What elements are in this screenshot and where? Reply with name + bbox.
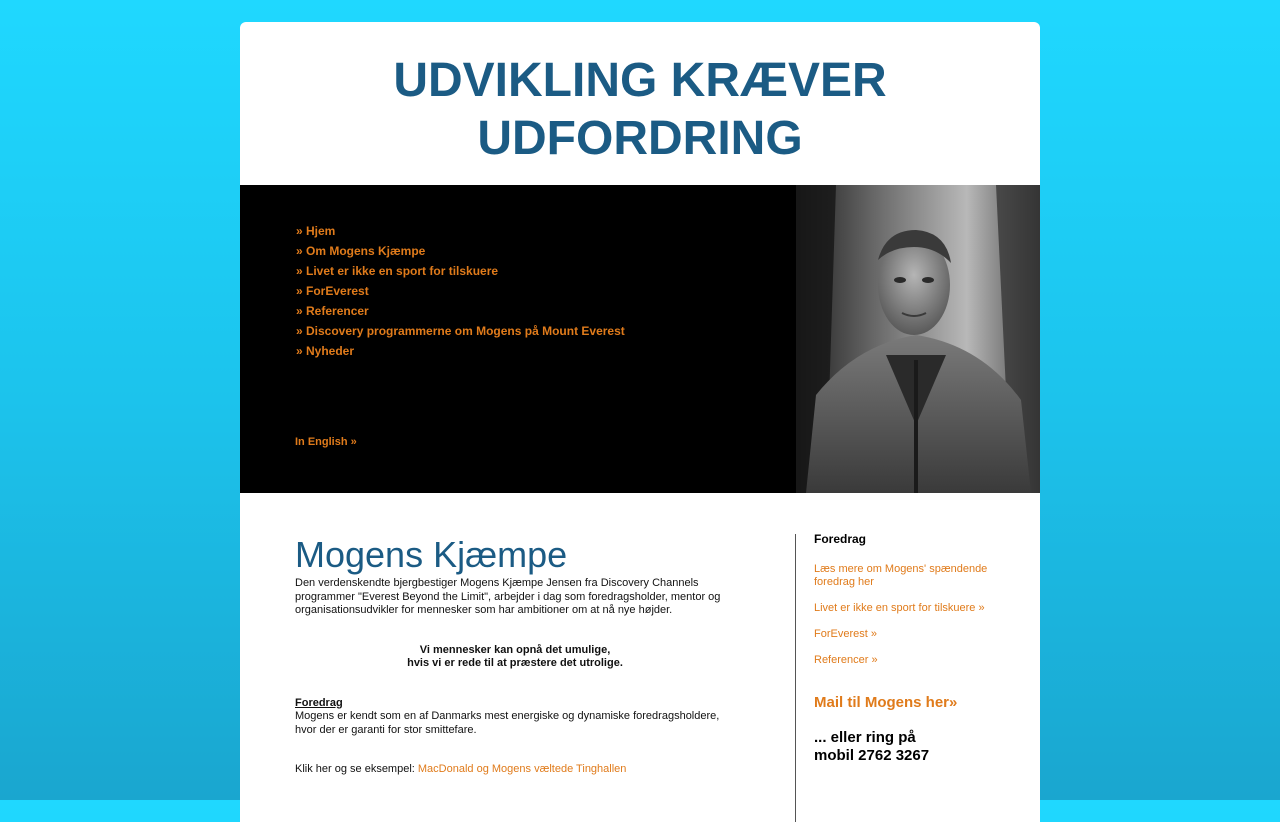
- sidebar-link-foredrag[interactable]: Læs mere om Mogens' spændende foredrag her: [814, 563, 988, 588]
- mail-link[interactable]: Mail til Mogens her»: [814, 694, 958, 711]
- page-container: [240, 22, 1040, 822]
- example-prefix: Klik her og se eksempel:: [295, 763, 418, 775]
- phone-line2: mobil 2762 3267: [814, 747, 930, 764]
- nav-item-om-mogens[interactable]: » Om Mogens Kjæmpe: [296, 244, 426, 258]
- site-title: [240, 52, 1040, 168]
- quote-line1: Vi mennesker kan opnå det umulige,: [419, 643, 611, 656]
- column-divider: [795, 534, 796, 822]
- nav-item-referencer[interactable]: » Referencer: [296, 304, 369, 318]
- nav-item-discovery[interactable]: » Discovery programmerne om Mogens på Mount Everest: [296, 324, 625, 338]
- phone-info: [814, 729, 1004, 765]
- section-heading-foredrag: Foredrag: [295, 696, 343, 709]
- site-title-line2: UDFORDRING: [477, 112, 803, 165]
- page-heading: Mogens Kjæmpe: [295, 534, 568, 575]
- example-link[interactable]: MacDonald og Mogens væltede Tinghallen: [417, 763, 627, 775]
- main-nav: [296, 221, 625, 361]
- sidebar-title: Foredrag: [814, 532, 867, 546]
- sidebar: [814, 532, 1004, 765]
- intro-text: Den verdenskendte bjergbestiger Mogens Kjæmpe Jensen fra Discovery Channels programmer "Everest Beyond the Limit", arbejder i dag som foredragsholder, mentor og organisationsudvikler for mennesker som har ambitioner om at nå nye højder.: [295, 577, 721, 616]
- quote-line2: hvis vi er rede til at præstere det utrolige.: [407, 657, 623, 669]
- nav-item-hjem[interactable]: » Hjem: [296, 224, 336, 238]
- sidebar-link-referencer[interactable]: Referencer »: [814, 654, 878, 666]
- sidebar-link-livet[interactable]: Livet er ikke en sport for tilskuere »: [814, 602, 985, 614]
- portrait-illustration: [796, 185, 1040, 493]
- hero-banner: [240, 185, 1040, 493]
- nav-item-nyheder[interactable]: » Nyheder: [296, 344, 355, 358]
- example-line: [295, 763, 735, 777]
- portrait-photo: [796, 185, 1040, 493]
- main-content: [295, 533, 735, 777]
- site-header: [240, 22, 1040, 185]
- quote: [295, 644, 735, 671]
- sidebar-link-foreverest[interactable]: ForEverest »: [814, 628, 877, 640]
- nav-item-livet[interactable]: » Livet er ikke en sport for tilskuere: [296, 264, 499, 278]
- site-title-line1: UDVIKLING KRÆVER: [393, 54, 887, 107]
- section-text: Mogens er kendt som en af Danmarks mest energiske og dynamiske foredragsholdere, hvor der er garanti for stor smittefare.: [295, 710, 720, 736]
- nav-item-foreverest[interactable]: » ForEverest: [296, 284, 369, 298]
- english-link[interactable]: In English »: [295, 436, 357, 448]
- phone-line1: ... eller ring på: [814, 729, 916, 746]
